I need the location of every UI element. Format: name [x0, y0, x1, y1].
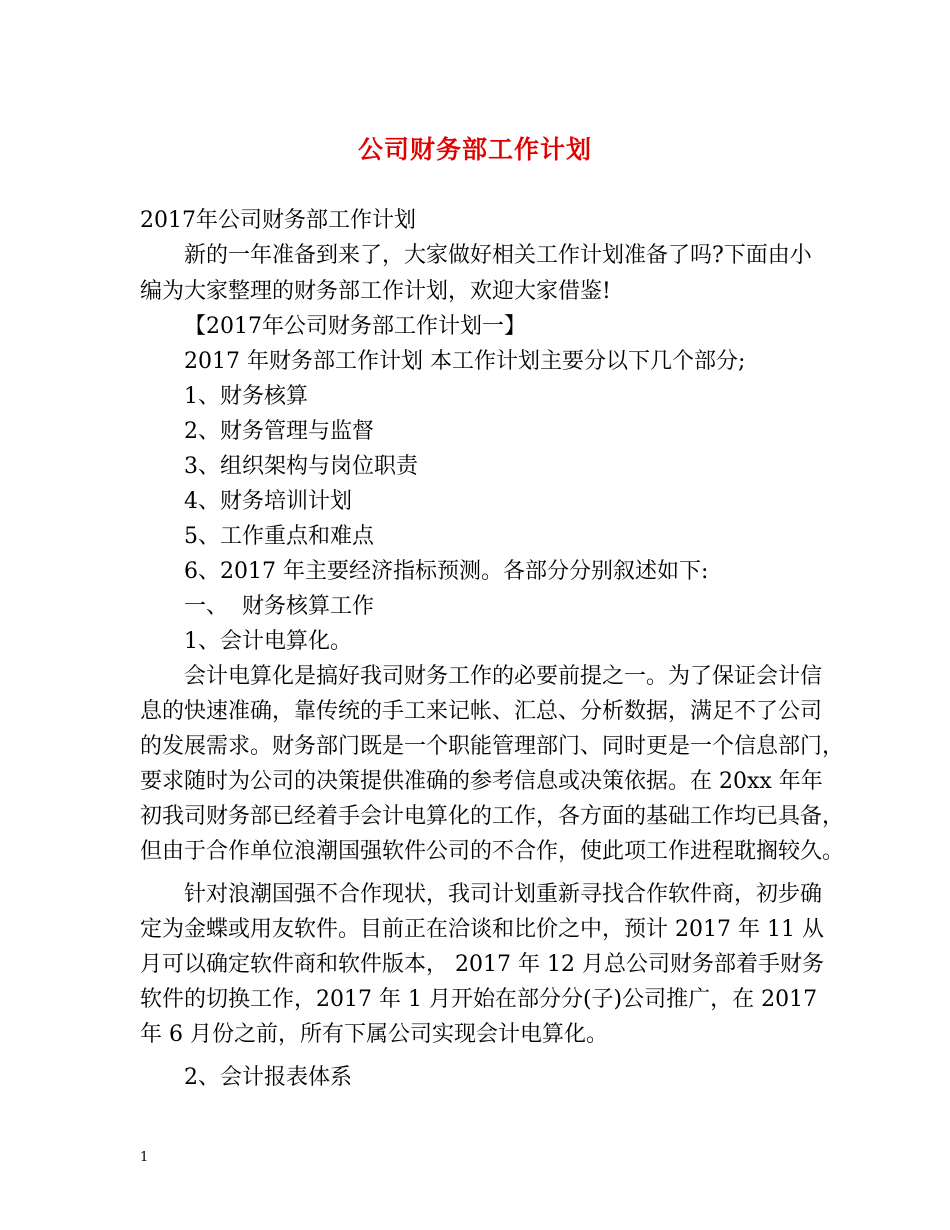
list-item: 5、工作重点和难点 [184, 524, 374, 549]
body-line: 针对浪潮国强不合作现状，我司计划重新寻找合作软件商，初步确 [184, 882, 823, 907]
body-line: 定为金蝶或用友软件。目前正在洽谈和比价之中，预计 2017 年 11 从 [140, 917, 824, 942]
body-line: 新的一年准备到来了，大家做好相关工作计划准备了吗?下面由小 [184, 243, 812, 268]
document-title: 公司财务部工作计划 [357, 135, 592, 164]
section-heading: 【2017年公司财务部工作计划一】 [184, 314, 526, 339]
subsection-heading: 2、会计报表体系 [184, 1065, 352, 1090]
subsection-heading: 1、会计电算化。 [184, 629, 352, 654]
list-item: 1、财务核算 [184, 384, 308, 409]
body-line: 年 6 月份之前，所有下属公司实现会计电算化。 [140, 1022, 608, 1047]
list-item: 6、2017 年主要经济指标预测。各部分分别叙述如下: [184, 559, 709, 584]
page-number: 1 [140, 1150, 149, 1165]
body-line: 要求随时为公司的决策提供准确的参考信息或决策依据。在 20xx 年年 [140, 769, 823, 794]
body-line: 编为大家整理的财务部工作计划，欢迎大家借鉴! [140, 279, 611, 304]
list-item: 2、财务管理与监督 [184, 419, 374, 444]
body-line: 月可以确定软件商和软件版本， 2017 年 12 月总公司财务部着手财务 [140, 952, 824, 977]
body-line: 但由于合作单位浪潮国强软件公司的不合作，使此项工作进程耽搁较久。 [140, 839, 845, 864]
body-line: 的发展需求。财务部门既是一个职能管理部门、同时更是一个信息部门， [140, 734, 845, 759]
body-line: 软件的切换工作，2017 年 1 月开始在部分分(子)公司推广，在 2017 [140, 987, 818, 1012]
body-line: 息的快速准确，靠传统的手工来记帐、汇总、分析数据，满足不了公司 [140, 699, 823, 724]
document-subtitle: 2017年公司财务部工作计划 [140, 208, 416, 233]
body-line: 初我司财务部已经着手会计电算化的工作，各方面的基础工作均已具备， [140, 804, 845, 829]
list-item: 3、组织架构与岗位职责 [184, 454, 418, 479]
section-heading: 一、 财务核算工作 [184, 594, 374, 619]
body-line: 会计电算化是搞好我司财务工作的必要前提之一。为了保证会计信 [184, 664, 823, 689]
list-item: 4、财务培训计划 [184, 489, 352, 514]
body-line: 2017 年财务部工作计划 本工作计划主要分以下几个部分; [184, 349, 746, 374]
